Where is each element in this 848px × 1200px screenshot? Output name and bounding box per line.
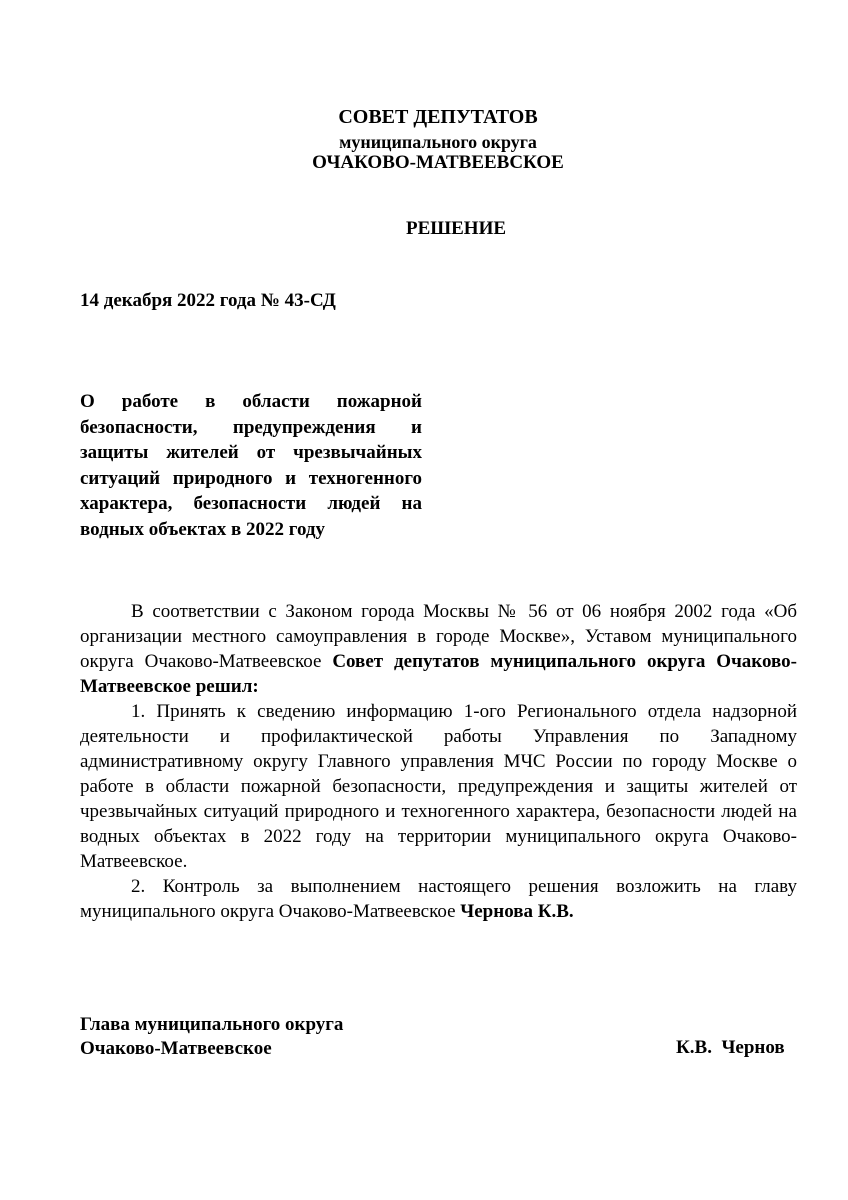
item-2-text: 2. Контроль за выполнением настоящего решения возложить на главу муниципального округа Очаково-Матвеевское bbox=[80, 876, 797, 922]
signature-title-line-2: Очаково-Матвеевское bbox=[80, 1038, 272, 1059]
item-1-paragraph bbox=[80, 699, 797, 874]
preamble-paragraph bbox=[80, 599, 797, 699]
signature-name: К.В. Чернов bbox=[676, 1037, 785, 1058]
document-type: РЕШЕНИЕ bbox=[405, 218, 507, 239]
item-1-text: 1. Принять к сведению информацию 1-ого Регионального отдела надзорной деятельности и профилактической работы Управления по Западному административному округу Главного управления МЧС России по городу Москве о работе в области пожарной безопасности, предупреждения и защиты жителей от чрезвычайных ситуаций природного и техногенного характера, безопасности людей на водных объектах в 2022 году на территории муниципального округа Очаково-Матвеевское. bbox=[80, 701, 797, 872]
decision-body bbox=[80, 599, 797, 924]
preamble-text: В соответствии с Законом города Москвы № 56 от 06 ноября 2002 года «Об организации местного самоуправления в городе Москве», Уставом муниципального округа Очаково-Матвеевское bbox=[80, 601, 797, 672]
signature-title bbox=[80, 1013, 343, 1061]
date-and-number: 14 декабря 2022 года № 43-СД bbox=[80, 290, 336, 311]
item-2-paragraph bbox=[80, 874, 797, 924]
preamble-resolution: Совет депутатов муниципального округа Очаково-Матвеевское решил: bbox=[80, 651, 797, 697]
council-title: СОВЕТ ДЕПУТАТОВ bbox=[338, 106, 538, 128]
district-label: муниципального округа bbox=[339, 132, 537, 152]
signature-title-line-1: Глава муниципального округа bbox=[80, 1014, 344, 1035]
decision-subject: О работе в области пожарной безопасности, предупреждения и защиты жителей от чрезвычайных ситуаций природного и техногенного характера, безопасности людей на водных объектах в 2022 году bbox=[80, 391, 422, 540]
district-name: ОЧАКОВО-МАТВЕЕВСКОЕ bbox=[312, 152, 564, 173]
item-2-responsible: Чернова К.В. bbox=[460, 901, 574, 922]
